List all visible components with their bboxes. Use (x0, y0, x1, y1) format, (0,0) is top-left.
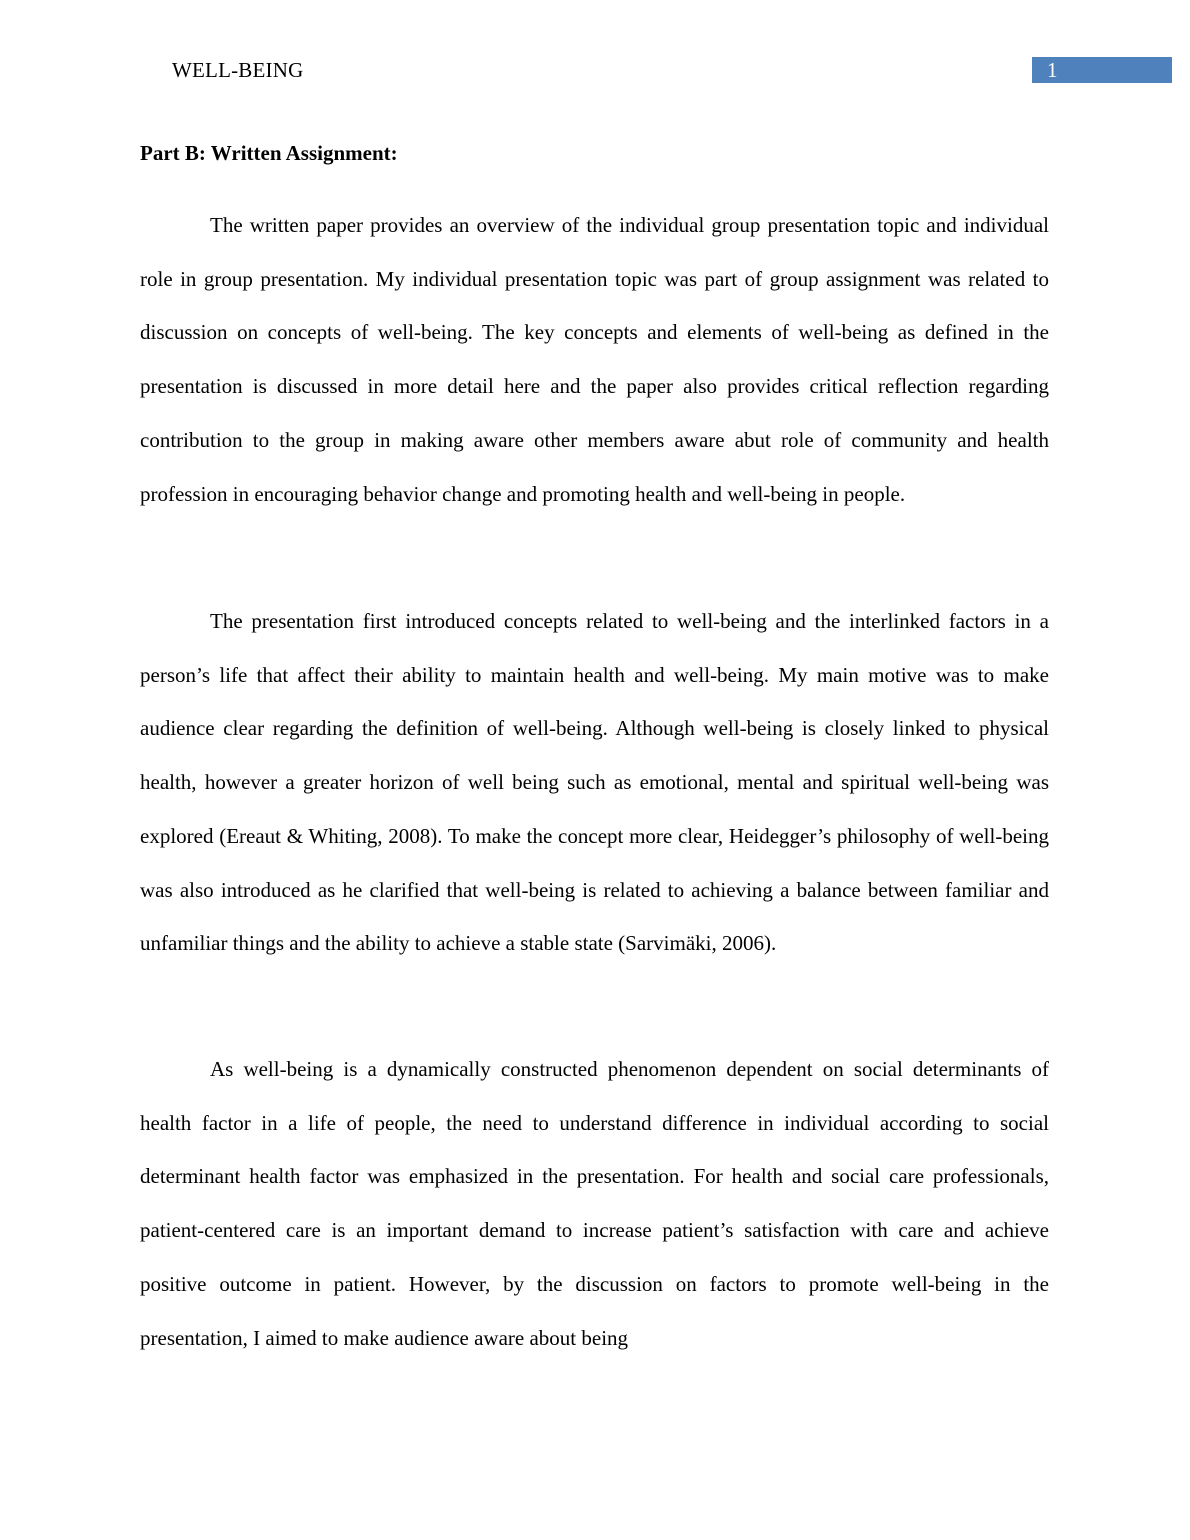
paragraph-1: The written paper provides an overview of the individual group presentation topic and individual role in group presentation. My individual presentation topic was part of group assignment was related to discussion on concepts of well-being. The key concepts and elements of well-being as defined in the presentation is discussed in more detail here and the paper also provides critical reflection regarding contribution to the group in making aware other members aware abut role of community and health profession in encouraging behavior change and promoting health and well-being in people. (140, 213, 1049, 506)
section-heading: Part B: Written Assignment: (140, 141, 398, 165)
page-number: 1 (1047, 58, 1058, 82)
running-head: WELL-BEING (172, 58, 304, 82)
page-number-badge (1032, 57, 1172, 83)
paragraph-3: As well-being is a dynamically constructed phenomenon dependent on social determinants of health factor in a life of people, the need to understand difference in individual according to social determinant health factor was emphasized in the presentation. For health and social care professionals, patient-centered care is an important demand to increase patient’s satisfaction with care and achieve positive outcome in patient. However, by the discussion on factors to promote well-being in the presentation, I aimed to make audience aware about being (140, 1057, 1049, 1350)
paragraph-2: The presentation first introduced concepts related to well-being and the interlinked factors in a person’s life that affect their ability to maintain health and well-being. My main motive was to make audience clear regarding the definition of well-being. Although well-being is closely linked to physical health, however a greater horizon of well being such as emotional, mental and spiritual well-being was explored (Ereaut & Whiting, 2008). To make the concept more clear, Heidegger’s philosophy of well-being was also introduced as he clarified that well-being is related to achieving a balance between familiar and unfamiliar things and the ability to achieve a stable state (Sarvimäki, 2006). (140, 609, 1049, 956)
